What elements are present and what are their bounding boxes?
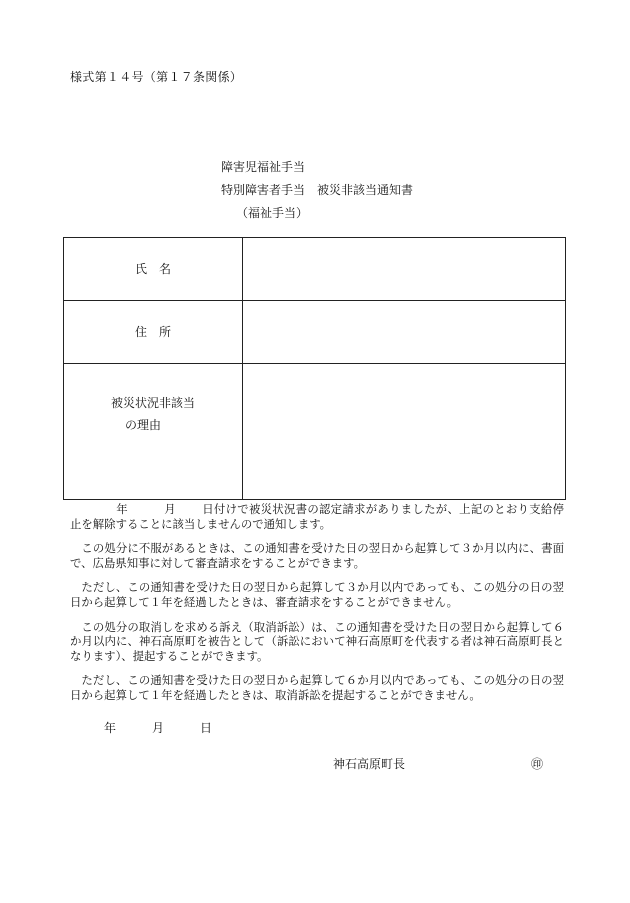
name-label: 氏 名 (134, 262, 171, 276)
address-value-cell[interactable] (243, 301, 566, 364)
table-row-address (64, 301, 566, 364)
date-year: 年 (104, 721, 117, 735)
p1-month: 月 (163, 502, 176, 516)
form-number: 様式第１４号（第１７条関係） (70, 70, 243, 84)
body-paragraph-5: ただし、この通知書を受けた日の翌日から起算して６か月以内であっても、この処分の日の翌日から起算して１年を経過したときは、取消訴訟を提起することができません。 (70, 673, 564, 702)
notice-body (70, 502, 564, 713)
date-day: 日 (200, 721, 213, 735)
table-row-reason (64, 364, 566, 500)
body-paragraph-1 (70, 502, 564, 531)
address-label-cell (64, 301, 243, 364)
address-label: 住 所 (134, 325, 171, 339)
issue-date (104, 719, 212, 736)
body-paragraph-4: この処分の取消しを求める訴え（取消訴訟）は、この通知書を受けた日の翌日から起算して６か月以内に、神石高原町を被告として（訴訟において神石高原町を代表する者は神石高原町長となります）、提起することができます。 (70, 619, 564, 663)
body-paragraph-3: ただし、この通知書を受けた日の翌日から起算して３か月以内であっても、この処分の日の翌日から起算して１年を経過したときは、審査請求をすることができません。 (70, 580, 564, 609)
p1-year: 年 (116, 502, 128, 516)
notice-info-table (63, 237, 566, 500)
date-month: 月 (152, 721, 165, 735)
reason-label-line-1: 被災状況非該当 (110, 396, 195, 410)
reason-value-cell[interactable] (243, 364, 566, 500)
table-row-name (64, 238, 566, 301)
title-line-1: 障害児福祉手当 (221, 160, 306, 174)
body-paragraph-2: この処分に不服があるときは、この通知書を受けた日の翌日から起算して３か月以内に、書面で、広島県知事に対して審査請求をすることができます。 (70, 541, 564, 570)
name-value-cell[interactable] (243, 238, 566, 301)
reason-label-line-2: の理由 (124, 418, 161, 432)
reason-label-cell (64, 364, 243, 500)
p1-rest: 日付けで被災状況書の認定請求がありましたが、上記のとおり支給停止を解除することに該当しませんので通知します。 (70, 502, 564, 531)
issuer-mayor: 神石高原町長 (333, 757, 406, 771)
title-line-2: 特別障害者手当 被災非該当通知書 (221, 183, 414, 197)
seal-mark: ㊞ (531, 757, 544, 771)
name-label-cell (64, 238, 243, 301)
title-line-3: （福祉手当） (236, 206, 309, 220)
reason-label (111, 392, 195, 436)
